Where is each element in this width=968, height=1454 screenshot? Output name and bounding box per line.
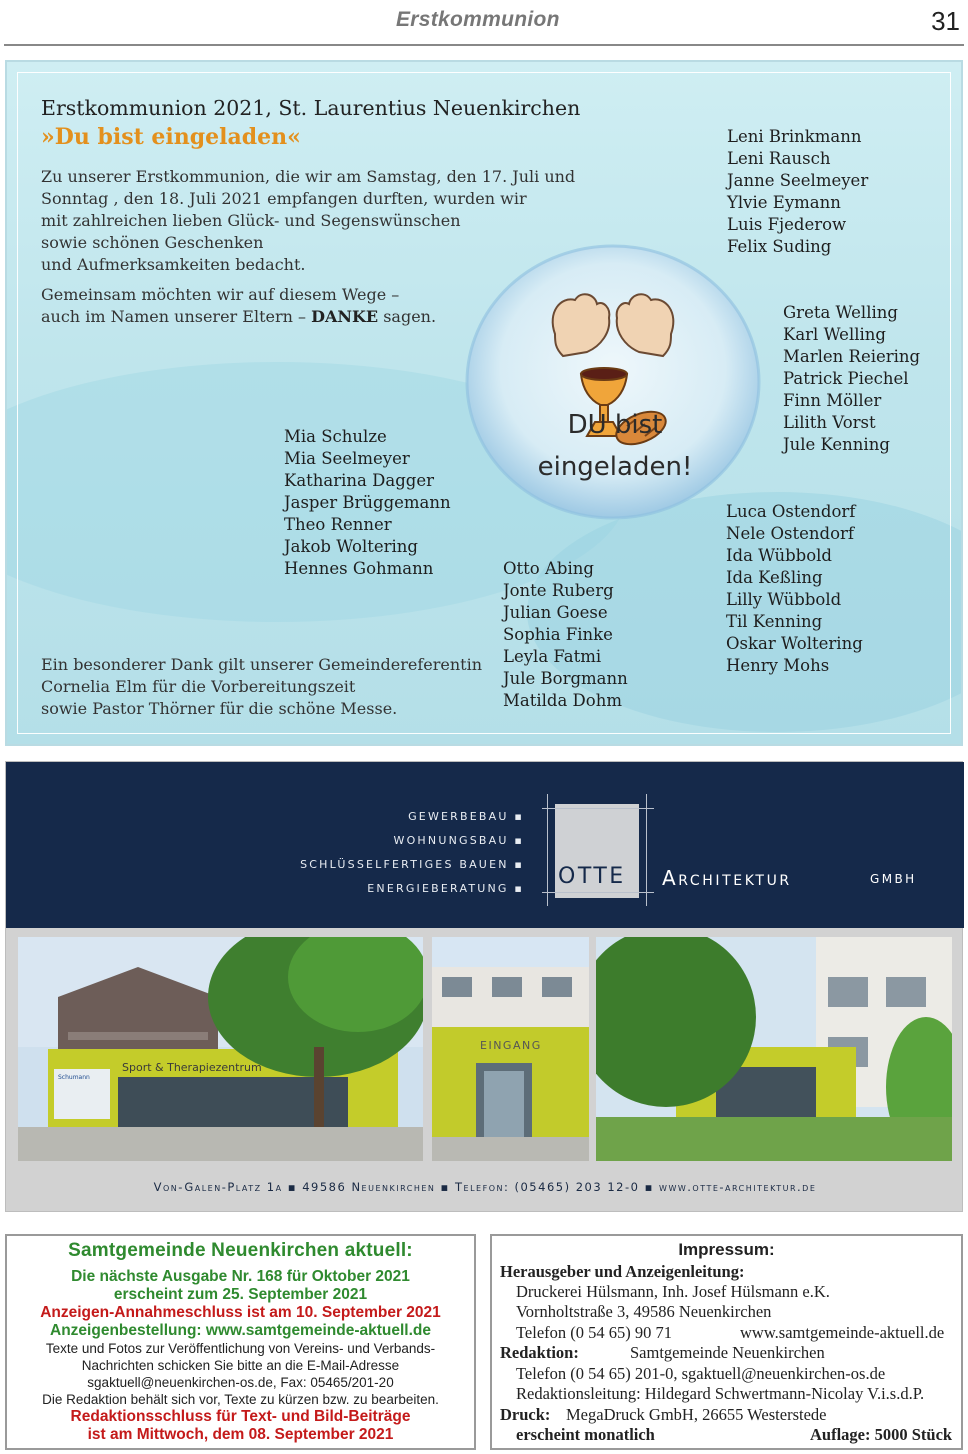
redaktion-lead: Redaktionsleitung: Hildegard Schwertmann-Nicolay V.i.s.d.P.	[516, 1384, 925, 1403]
name-item: Jule Kenning	[783, 435, 890, 454]
name-item: Leyla Fatmi	[503, 647, 602, 666]
logo-frame-line	[646, 794, 647, 906]
kommunion-title: Erstkommunion 2021, St. Laurentius Neuenkirchen	[41, 96, 581, 120]
name-item: Luca Ostendorf	[726, 502, 856, 521]
logo-frame-line	[547, 794, 548, 906]
circulation: Auflage: 5000 Stück	[810, 1425, 953, 1444]
impressum-box	[490, 1234, 963, 1450]
service-item: ENERGIEBERATUNG ▪	[367, 882, 524, 895]
ad-deadline: Anzeigen-Annahmeschluss ist am 10. September 2021	[40, 1304, 441, 1321]
name-item: Janne Seelmeyer	[727, 171, 869, 190]
section-title: Erstkommunion	[396, 8, 560, 31]
ad-banner	[6, 762, 964, 928]
redaktion-name: Samtgemeinde Neuenkirchen	[630, 1343, 825, 1362]
name-item: Felix Suding	[727, 237, 832, 256]
logo-otte: OTTE	[558, 864, 626, 889]
name-item: Jasper Brüggemann	[284, 493, 451, 512]
name-item: Henry Mohs	[726, 656, 830, 675]
sport-center-image	[18, 937, 423, 1161]
name-item: Ida Keßling	[726, 568, 823, 587]
names-list-group1	[727, 126, 868, 258]
name-item: Lilith Vorst	[783, 413, 876, 432]
image-caption-2: eingeladen!	[537, 452, 693, 482]
building-photo-3	[596, 937, 952, 1161]
thanks-line: Cornelia Elm für die Vorbereitungszeit	[41, 677, 356, 696]
name-item: Oskar Woltering	[726, 634, 863, 653]
service-item: GEWERBEBAU ▪	[408, 810, 524, 823]
service-item: WOHNUNGSBAU ▪	[393, 834, 524, 847]
thanks-line: sowie Pastor Thörner für die schöne Messe.	[41, 699, 398, 718]
page-number: 31	[931, 6, 960, 36]
name-item: Mia Schulze	[284, 427, 387, 446]
names-list-group2	[783, 302, 920, 456]
thanks-line: Ein besonderer Dank gilt unserer Gemeindereferentin	[41, 655, 482, 674]
image-caption-1: DU bist	[567, 410, 663, 440]
name-item: Mia Seelmeyer	[284, 449, 410, 468]
kommunion-subtitle: »Du bist eingeladen«	[41, 124, 301, 150]
name-item: Katharina Dagger	[284, 471, 434, 490]
name-item: Jule Borgmann	[503, 669, 628, 688]
druck-name: MegaDruck GmbH, 26655 Westerstede	[566, 1405, 827, 1424]
name-item: Jakob Woltering	[284, 537, 418, 556]
name-item: Matilda Dohm	[503, 691, 622, 710]
names-list-group3	[284, 426, 451, 580]
names-list-group4	[503, 558, 628, 712]
name-item: Leni Brinkmann	[727, 127, 862, 146]
logo-architektur: Architektur	[662, 866, 792, 890]
samtgemeinde-box	[5, 1234, 476, 1450]
name-item: Sophia Finke	[503, 625, 613, 644]
service-item: SCHLÜSSELFERTIGES BAUEN ▪	[300, 858, 524, 871]
submission-contact: sgaktuell@neuenkirchen-os.de, Fax: 05465/201-20	[87, 1375, 394, 1390]
kommunion-panel	[5, 60, 963, 746]
ad-order-link[interactable]: Anzeigenbestellung: www.samtgemeinde-aktuell.de	[50, 1322, 431, 1339]
logo-frame-line	[542, 808, 654, 809]
intro-line: Zu unserer Erstkommunion, die wir am Samstag, den 17. Juli und	[41, 167, 576, 186]
redaktion-phone: Telefon (0 54 65) 201-0, sgaktuell@neuenkirchen-os.de	[516, 1364, 886, 1383]
name-item: Otto Abing	[503, 559, 594, 578]
name-item: Leni Rausch	[727, 149, 831, 168]
together-text: auch im Namen unserer Eltern –	[41, 307, 312, 326]
name-item: Finn Möller	[783, 391, 882, 410]
publisher-address: Vornholtstraße 3, 49586 Neuenkirchen	[516, 1302, 772, 1321]
next-issue-date: erscheint zum 25. September 2021	[113, 1286, 368, 1303]
next-issue-line: Die nächste Ausgabe Nr. 168 für Oktober 2021	[71, 1268, 410, 1285]
intro-line: Sonntag , den 18. Juli 2021 empfangen durften, wurden wir	[41, 189, 527, 208]
building-photo-1	[18, 937, 423, 1161]
name-item: Greta Welling	[783, 303, 898, 322]
name-item: Karl Welling	[783, 325, 886, 344]
name-item: Lilly Wübbold	[726, 590, 842, 609]
editorial-note: Die Redaktion behält sich vor, Texte zu kürzen bzw. zu bearbeiten.	[42, 1392, 439, 1407]
ad-contact-line: Von-Galen-Platz 1a ▪ 49586 Neuenkirchen ▪ Telefon: (05465) 203 12-0 ▪ www.otte-architektur.de	[153, 1180, 817, 1194]
publisher-label: Herausgeber und Anzeigenleitung:	[500, 1262, 745, 1281]
name-item: Til Kenning	[726, 612, 823, 631]
name-item: Ylvie Eymann	[727, 193, 841, 212]
otte-architektur-ad	[5, 761, 963, 1212]
name-item: Patrick Piechel	[783, 369, 909, 388]
name-item: Theo Renner	[284, 515, 392, 534]
frequency: erscheint monatlich	[516, 1425, 655, 1444]
logo-frame-line	[542, 892, 654, 893]
name-item: Luis Fjederow	[727, 215, 847, 234]
name-item: Hennes Gohmann	[284, 559, 434, 578]
submission-info: Nachrichten schicken Sie bitte an die E-Mail-Adresse	[81, 1358, 400, 1373]
publisher-name: Druckerei Hülsmann, Inh. Josef Hülsmann e.K.	[516, 1282, 830, 1301]
publisher-website[interactable]: www.samtgemeinde-aktuell.de	[740, 1323, 945, 1342]
photo-sign-eingang: EINGANG	[480, 1039, 542, 1052]
druck-label: Druck:	[500, 1405, 551, 1424]
editorial-deadline-date: ist am Mittwoch, dem 08. September 2021	[87, 1426, 394, 1443]
publisher-phone: Telefon (0 54 65) 90 71	[516, 1323, 673, 1342]
page-header	[0, 0, 968, 46]
redaktion-label: Redaktion:	[500, 1343, 579, 1362]
intro-line: und Aufmerksamkeiten bedacht.	[41, 255, 306, 274]
together-text: sagen.	[378, 307, 437, 326]
garden-building-image	[596, 937, 952, 1161]
special-thanks	[41, 654, 491, 720]
name-item: Ida Wübbold	[726, 546, 832, 565]
name-item: Julian Goese	[503, 603, 608, 622]
header-rule	[4, 44, 964, 46]
logo-gmbh: GMBH	[870, 872, 917, 886]
building-photo-2	[432, 937, 589, 1161]
entrance-image	[432, 937, 589, 1161]
photo-sign-schumann: Schumann	[58, 1074, 90, 1081]
submission-info: Texte und Fotos zur Veröffentlichung von Vereins- und Verbands-	[45, 1341, 436, 1356]
intro-line: mit zahlreichen lieben Glück- und Segenswünschen	[41, 211, 461, 230]
names-list-group5	[726, 501, 863, 677]
name-item: Jonte Ruberg	[503, 581, 614, 600]
impressum-heading: Impressum:	[678, 1240, 775, 1259]
photo-sign-sport: Sport & Therapiezentrum	[122, 1061, 262, 1074]
samtgemeinde-heading: Samtgemeinde Neuenkirchen aktuell:	[68, 1240, 413, 1261]
intro-line: sowie schönen Geschenken	[41, 233, 264, 252]
editorial-deadline: Redaktionsschluss für Text- und Bild-Beiträge	[70, 1408, 411, 1425]
danke-emphasis: DANKE	[311, 307, 379, 326]
name-item: Nele Ostendorf	[726, 524, 854, 543]
name-item: Marlen Reiering	[783, 347, 921, 366]
together-line: Gemeinsam möchten wir auf diesem Wege –	[41, 285, 400, 304]
